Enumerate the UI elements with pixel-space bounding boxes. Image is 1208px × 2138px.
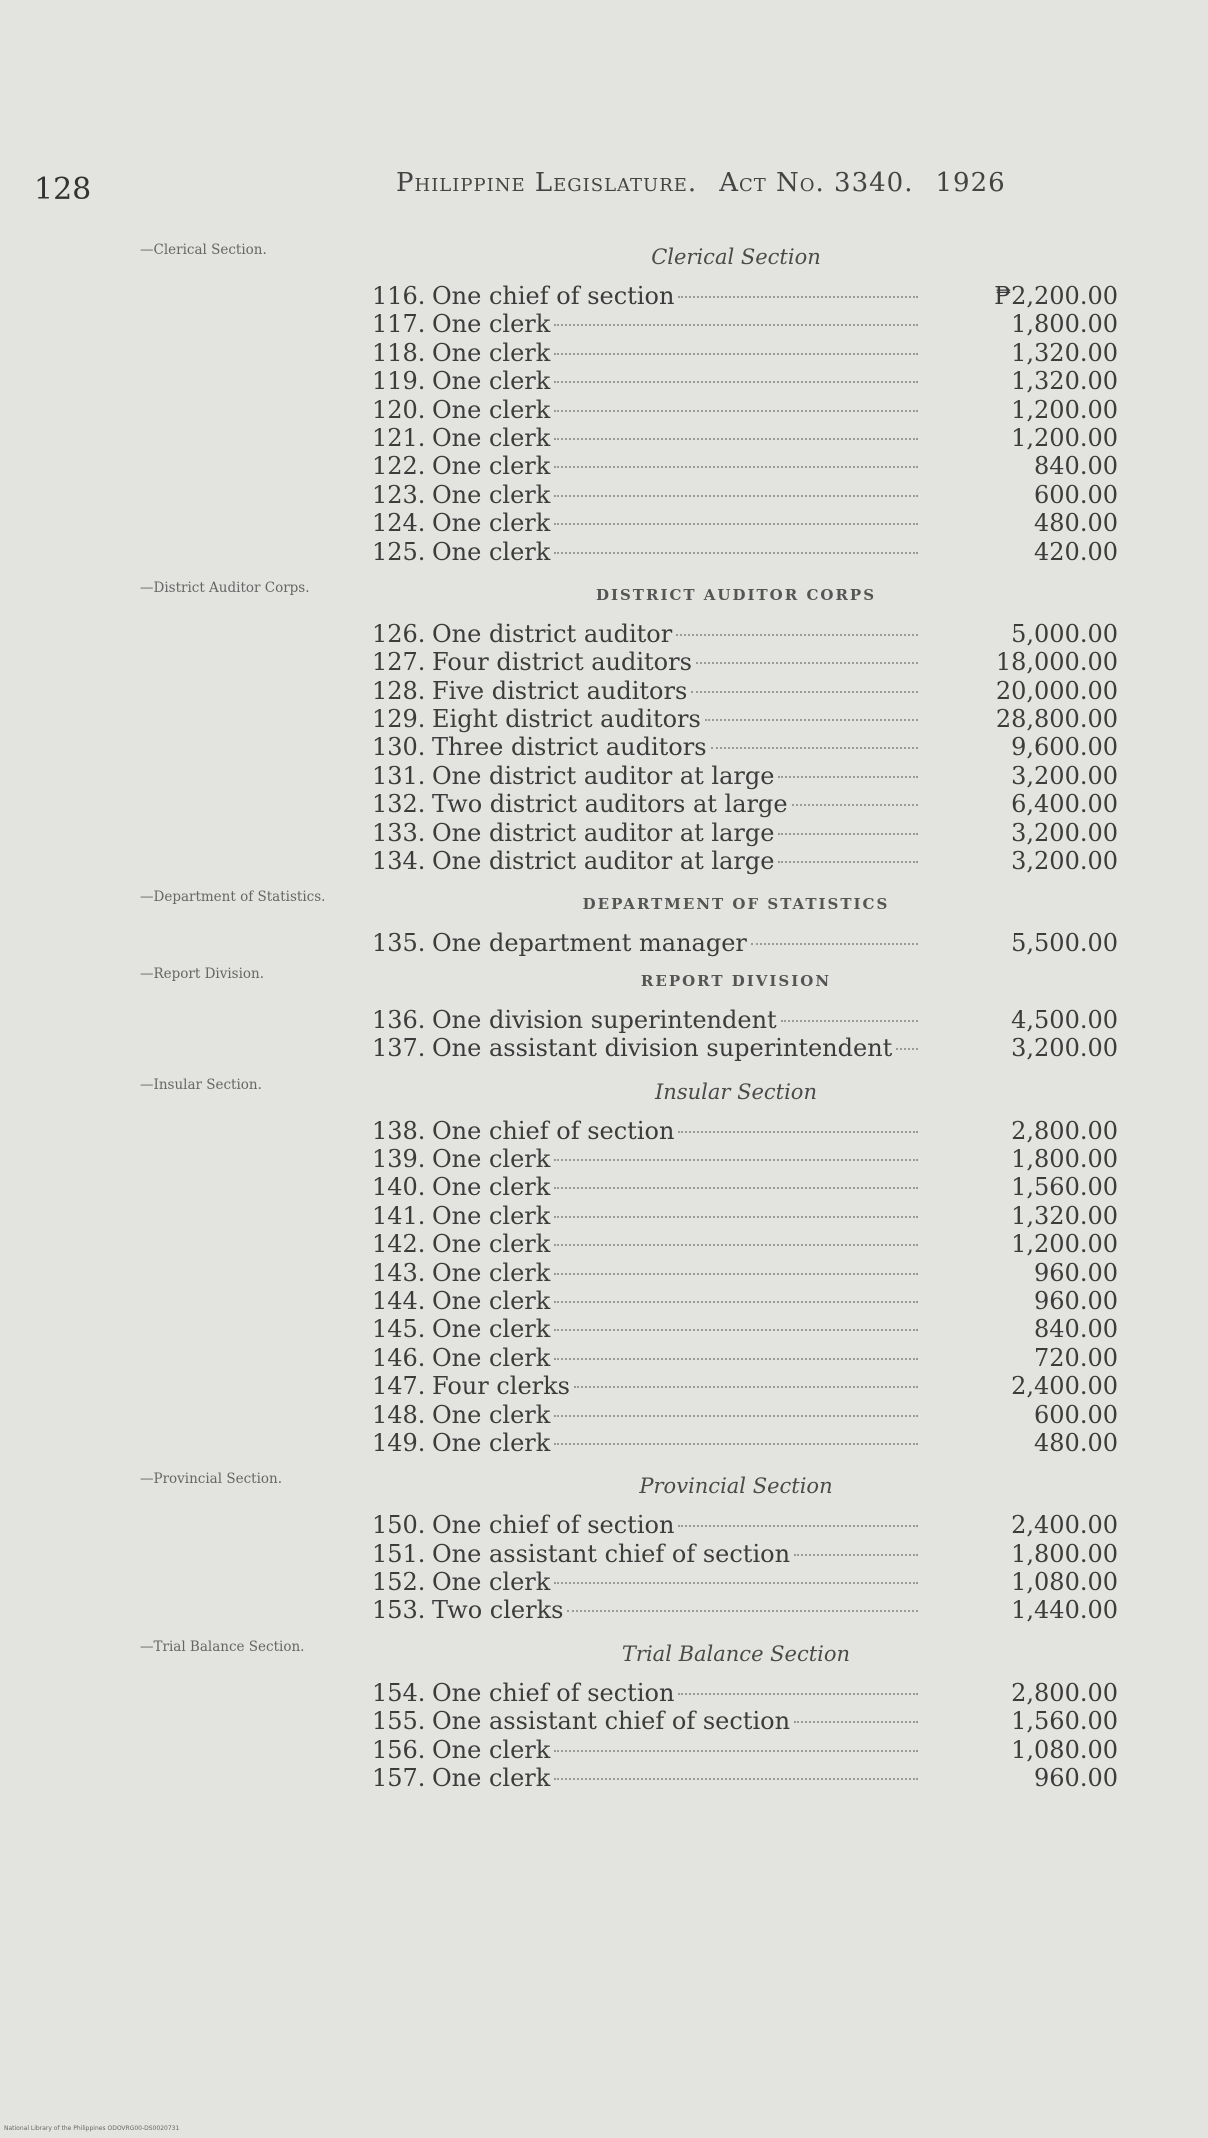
list-item <box>372 1372 1118 1400</box>
item-description: One clerk <box>432 1764 551 1793</box>
item-amount: 1,320.00 <box>1011 338 1118 367</box>
item-number: 141. <box>372 1201 426 1230</box>
item-amount: 1,800.00 <box>1011 310 1118 339</box>
item-description: One clerk <box>432 1428 551 1457</box>
item-description: One clerk <box>432 310 551 339</box>
item-list <box>0 1117 1208 1458</box>
item-amount: 5,500.00 <box>1011 929 1118 958</box>
item-amount: 2,400.00 <box>1011 1372 1118 1401</box>
list-item <box>372 1540 1118 1568</box>
list-item <box>372 1707 1118 1735</box>
item-number: 132. <box>372 790 426 819</box>
margin-note: —Trial Balance Section. <box>140 1638 305 1655</box>
item-list <box>0 1511 1208 1625</box>
dot-leader <box>554 495 918 497</box>
dot-leader <box>554 1301 918 1303</box>
dot-leader <box>554 1216 918 1218</box>
dot-leader <box>554 1244 918 1246</box>
dot-leader <box>554 1159 918 1161</box>
section-heading: REPORT DIVISION <box>640 971 832 990</box>
dot-leader <box>567 1610 918 1612</box>
item-number: 139. <box>372 1144 426 1173</box>
list-item <box>372 1764 1118 1792</box>
list-item <box>372 367 1118 395</box>
list-item <box>372 929 1118 957</box>
item-description: Four clerks <box>432 1372 570 1401</box>
dot-leader <box>792 804 918 806</box>
item-description: Four district auditors <box>432 648 692 677</box>
item-amount: 3,200.00 <box>1011 847 1118 876</box>
dot-leader <box>778 861 918 863</box>
item-description: One clerk <box>432 1568 551 1597</box>
item-amount: 1,200.00 <box>1011 1230 1118 1259</box>
section <box>0 889 1208 957</box>
item-amount: 1,080.00 <box>1011 1568 1118 1597</box>
list-item <box>372 396 1118 424</box>
dot-leader <box>554 438 918 440</box>
section <box>0 966 1208 1063</box>
item-list <box>0 929 1208 957</box>
item-amount: 28,800.00 <box>995 705 1118 734</box>
item-amount: 1,320.00 <box>1011 1201 1118 1230</box>
item-description: One chief of section <box>432 1511 675 1540</box>
list-item <box>372 648 1118 676</box>
item-number: 126. <box>372 619 426 648</box>
item-amount: 600.00 <box>1034 480 1118 509</box>
item-amount: 9,600.00 <box>1011 733 1118 762</box>
item-description: One district auditor at large <box>432 761 775 790</box>
item-amount: 18,000.00 <box>995 648 1118 677</box>
item-amount: 840.00 <box>1034 452 1118 481</box>
dot-leader <box>554 324 918 326</box>
dot-leader <box>676 634 918 636</box>
dot-leader <box>554 410 918 412</box>
item-number: 150. <box>372 1511 426 1540</box>
list-item <box>372 1145 1118 1173</box>
dot-leader <box>778 833 918 835</box>
list-item <box>372 424 1118 452</box>
list-item <box>372 847 1118 875</box>
item-number: 144. <box>372 1286 426 1315</box>
dot-leader <box>678 1693 918 1695</box>
item-description: One division superintendent <box>432 1005 777 1034</box>
dot-leader <box>896 1048 918 1050</box>
item-number: 149. <box>372 1428 426 1457</box>
dot-leader <box>678 1525 918 1527</box>
item-description: One clerk <box>432 509 551 538</box>
item-amount: 480.00 <box>1034 1428 1118 1457</box>
item-amount: 960.00 <box>1034 1764 1118 1793</box>
item-description: One clerk <box>432 1735 551 1764</box>
dot-leader <box>574 1386 918 1388</box>
section <box>0 1639 1208 1793</box>
item-number: 129. <box>372 705 426 734</box>
item-description: Two district auditors at large <box>432 790 788 819</box>
item-number: 124. <box>372 509 426 538</box>
dot-leader <box>794 1554 918 1556</box>
dot-leader <box>794 1721 918 1723</box>
item-number: 155. <box>372 1707 426 1736</box>
item-amount: 3,200.00 <box>1011 1034 1118 1063</box>
section-heading: Trial Balance Section <box>621 1641 851 1666</box>
item-description: One clerk <box>432 1315 551 1344</box>
item-list <box>0 1006 1208 1063</box>
item-number: 138. <box>372 1116 426 1145</box>
item-amount: 1,080.00 <box>1011 1735 1118 1764</box>
item-number: 131. <box>372 761 426 790</box>
item-number: 118. <box>372 338 426 367</box>
dot-leader <box>554 1273 918 1275</box>
item-list <box>0 1679 1208 1793</box>
list-item <box>372 762 1118 790</box>
item-amount: 1,560.00 <box>1011 1173 1118 1202</box>
list-item <box>372 1173 1118 1201</box>
item-number: 145. <box>372 1315 426 1344</box>
item-amount: 1,200.00 <box>1011 395 1118 424</box>
list-item <box>372 1736 1118 1764</box>
item-description: One clerk <box>432 1286 551 1315</box>
item-description: One clerk <box>432 452 551 481</box>
item-description: Five district auditors <box>432 676 688 705</box>
item-description: One district auditor at large <box>432 847 775 876</box>
item-description: One chief of section <box>432 1116 675 1145</box>
list-item <box>372 1679 1118 1707</box>
list-item <box>372 1568 1118 1596</box>
dot-leader <box>751 943 918 945</box>
item-amount: 1,200.00 <box>1011 423 1118 452</box>
margin-note: —Insular Section. <box>140 1076 262 1093</box>
running-head <box>396 168 1006 198</box>
item-number: 154. <box>372 1678 426 1707</box>
item-description: One clerk <box>432 1400 551 1429</box>
item-amount: 2,400.00 <box>1011 1511 1118 1540</box>
dot-leader <box>711 747 918 749</box>
section-heading: DEPARTMENT OF STATISTICS <box>582 895 890 914</box>
item-amount: 3,200.00 <box>1011 818 1118 847</box>
item-description: One district auditor <box>432 619 673 648</box>
running-head-year: 1926 <box>935 168 1006 198</box>
item-description: One clerk <box>432 395 551 424</box>
item-description: One clerk <box>432 480 551 509</box>
section-heading: Clerical Section <box>651 245 821 269</box>
dot-leader <box>554 1778 918 1780</box>
item-amount: 6,400.00 <box>1011 790 1118 819</box>
item-description: One clerk <box>432 1343 551 1372</box>
list-item <box>372 1287 1118 1315</box>
item-description: One clerk <box>432 1201 551 1230</box>
item-amount: 5,000.00 <box>1011 619 1118 648</box>
item-description: One clerk <box>432 1258 551 1287</box>
item-amount: 420.00 <box>1034 537 1118 566</box>
list-item <box>372 509 1118 537</box>
dot-leader <box>554 1187 918 1189</box>
item-number: 117. <box>372 310 426 339</box>
section <box>0 1471 1208 1625</box>
dot-leader <box>778 776 918 778</box>
item-description: One clerk <box>432 1173 551 1202</box>
item-description: One clerk <box>432 1144 551 1173</box>
dot-leader <box>554 1443 918 1445</box>
dot-leader <box>554 1329 918 1331</box>
item-amount: 4,500.00 <box>1011 1005 1118 1034</box>
item-amount: 720.00 <box>1034 1343 1118 1372</box>
dot-leader <box>554 1358 918 1360</box>
item-description: One chief of section <box>432 282 675 310</box>
item-amount: ₱2,200.00 <box>994 282 1118 310</box>
item-number: 116. <box>372 282 426 310</box>
running-head-act: Act No. 3340. <box>719 168 914 198</box>
item-amount: 2,800.00 <box>1011 1116 1118 1145</box>
list-item <box>372 620 1118 648</box>
item-description: Three district auditors <box>432 733 707 762</box>
item-description: One assistant chief of section <box>432 1539 791 1568</box>
item-number: 134. <box>372 847 426 876</box>
item-number: 140. <box>372 1173 426 1202</box>
section-heading: Insular Section <box>655 1079 817 1104</box>
item-description: One clerk <box>432 367 551 396</box>
list-item <box>372 1344 1118 1372</box>
item-number: 153. <box>372 1596 426 1625</box>
dot-leader <box>554 1750 918 1752</box>
item-description: One department manager <box>432 929 747 958</box>
item-amount: 960.00 <box>1034 1286 1118 1315</box>
margin-note: —Department of Statistics. <box>140 889 326 906</box>
item-amount: 1,800.00 <box>1011 1539 1118 1568</box>
list-item <box>372 677 1118 705</box>
section-heading: Provincial Section <box>639 1474 833 1499</box>
list-item <box>372 1401 1118 1429</box>
item-number: 121. <box>372 423 426 452</box>
item-number: 125. <box>372 537 426 566</box>
item-amount: 600.00 <box>1034 1400 1118 1429</box>
dot-leader <box>554 1415 918 1417</box>
item-number: 146. <box>372 1343 426 1372</box>
item-amount: 20,000.00 <box>995 676 1118 705</box>
item-description: One district auditor at large <box>432 818 775 847</box>
item-amount: 1,440.00 <box>1011 1596 1118 1625</box>
section <box>0 580 1208 876</box>
dot-leader <box>554 353 918 355</box>
item-description: Two clerks <box>432 1596 564 1625</box>
list-item <box>372 1230 1118 1258</box>
dot-leader <box>678 1131 918 1133</box>
section-heading: DISTRICT AUDITOR CORPS <box>595 585 877 604</box>
item-description: One clerk <box>432 1230 551 1259</box>
item-number: 156. <box>372 1735 426 1764</box>
footer-credit: National Library of the Philippines ODOVRG00-DS0020731 <box>4 2125 180 2132</box>
item-number: 142. <box>372 1230 426 1259</box>
list-item <box>372 1117 1118 1145</box>
item-description: One clerk <box>432 537 551 566</box>
list-item <box>372 1315 1118 1343</box>
item-number: 122. <box>372 452 426 481</box>
item-amount: 2,800.00 <box>1011 1678 1118 1707</box>
list-item <box>372 733 1118 761</box>
dot-leader <box>705 719 918 721</box>
list-item <box>372 1006 1118 1034</box>
item-amount: 960.00 <box>1034 1258 1118 1287</box>
dot-leader <box>554 523 918 525</box>
list-item <box>372 339 1118 367</box>
list-item <box>372 481 1118 509</box>
item-description: One clerk <box>432 338 551 367</box>
page-number: 128 <box>34 172 92 207</box>
item-number: 133. <box>372 818 426 847</box>
item-number: 151. <box>372 1539 426 1568</box>
item-amount: 480.00 <box>1034 509 1118 538</box>
item-number: 143. <box>372 1258 426 1287</box>
margin-note: —Provincial Section. <box>140 1471 282 1488</box>
list-item <box>372 1034 1118 1062</box>
dot-leader <box>554 381 918 383</box>
item-list <box>0 620 1208 876</box>
item-description: One chief of section <box>432 1678 675 1707</box>
item-number: 127. <box>372 648 426 677</box>
list-item <box>372 1429 1118 1457</box>
list-item <box>372 819 1118 847</box>
item-description: Eight district auditors <box>432 705 701 734</box>
item-amount: 1,560.00 <box>1011 1707 1118 1736</box>
dot-leader <box>554 552 918 554</box>
item-amount: 3,200.00 <box>1011 761 1118 790</box>
item-description: One assistant chief of section <box>432 1707 791 1736</box>
item-number: 152. <box>372 1568 426 1597</box>
item-description: One clerk <box>432 423 551 452</box>
item-number: 148. <box>372 1400 426 1429</box>
item-number: 137. <box>372 1034 426 1063</box>
list-item <box>372 1596 1118 1624</box>
margin-note: —Report Division. <box>140 965 265 982</box>
list-item <box>372 310 1118 338</box>
section <box>0 242 1208 566</box>
dot-leader <box>554 466 918 468</box>
item-list <box>0 282 1208 566</box>
dot-leader <box>678 296 918 298</box>
item-amount: 1,320.00 <box>1011 367 1118 396</box>
item-description: One assistant division superintendent <box>432 1034 893 1063</box>
list-item <box>372 1511 1118 1539</box>
dot-leader <box>554 1582 918 1584</box>
item-number: 135. <box>372 929 426 958</box>
item-amount: 840.00 <box>1034 1315 1118 1344</box>
running-head-title: Philippine Legislature. <box>396 168 698 198</box>
item-number: 147. <box>372 1372 426 1401</box>
margin-note: —District Auditor Corps. <box>140 579 310 596</box>
appropriation-list <box>0 228 1208 1792</box>
item-number: 128. <box>372 676 426 705</box>
list-item <box>372 790 1118 818</box>
dot-leader <box>696 662 918 664</box>
dot-leader <box>781 1020 918 1022</box>
item-number: 119. <box>372 367 426 396</box>
item-number: 130. <box>372 733 426 762</box>
list-item <box>372 538 1118 566</box>
section <box>0 1077 1208 1458</box>
item-amount: 1,800.00 <box>1011 1144 1118 1173</box>
list-item <box>372 282 1118 310</box>
list-item <box>372 1259 1118 1287</box>
margin-note: —Clerical Section. <box>140 242 267 258</box>
item-number: 157. <box>372 1764 426 1793</box>
list-item <box>372 1202 1118 1230</box>
item-number: 136. <box>372 1005 426 1034</box>
item-number: 120. <box>372 395 426 424</box>
list-item <box>372 705 1118 733</box>
dot-leader <box>691 691 918 693</box>
item-number: 123. <box>372 480 426 509</box>
list-item <box>372 452 1118 480</box>
